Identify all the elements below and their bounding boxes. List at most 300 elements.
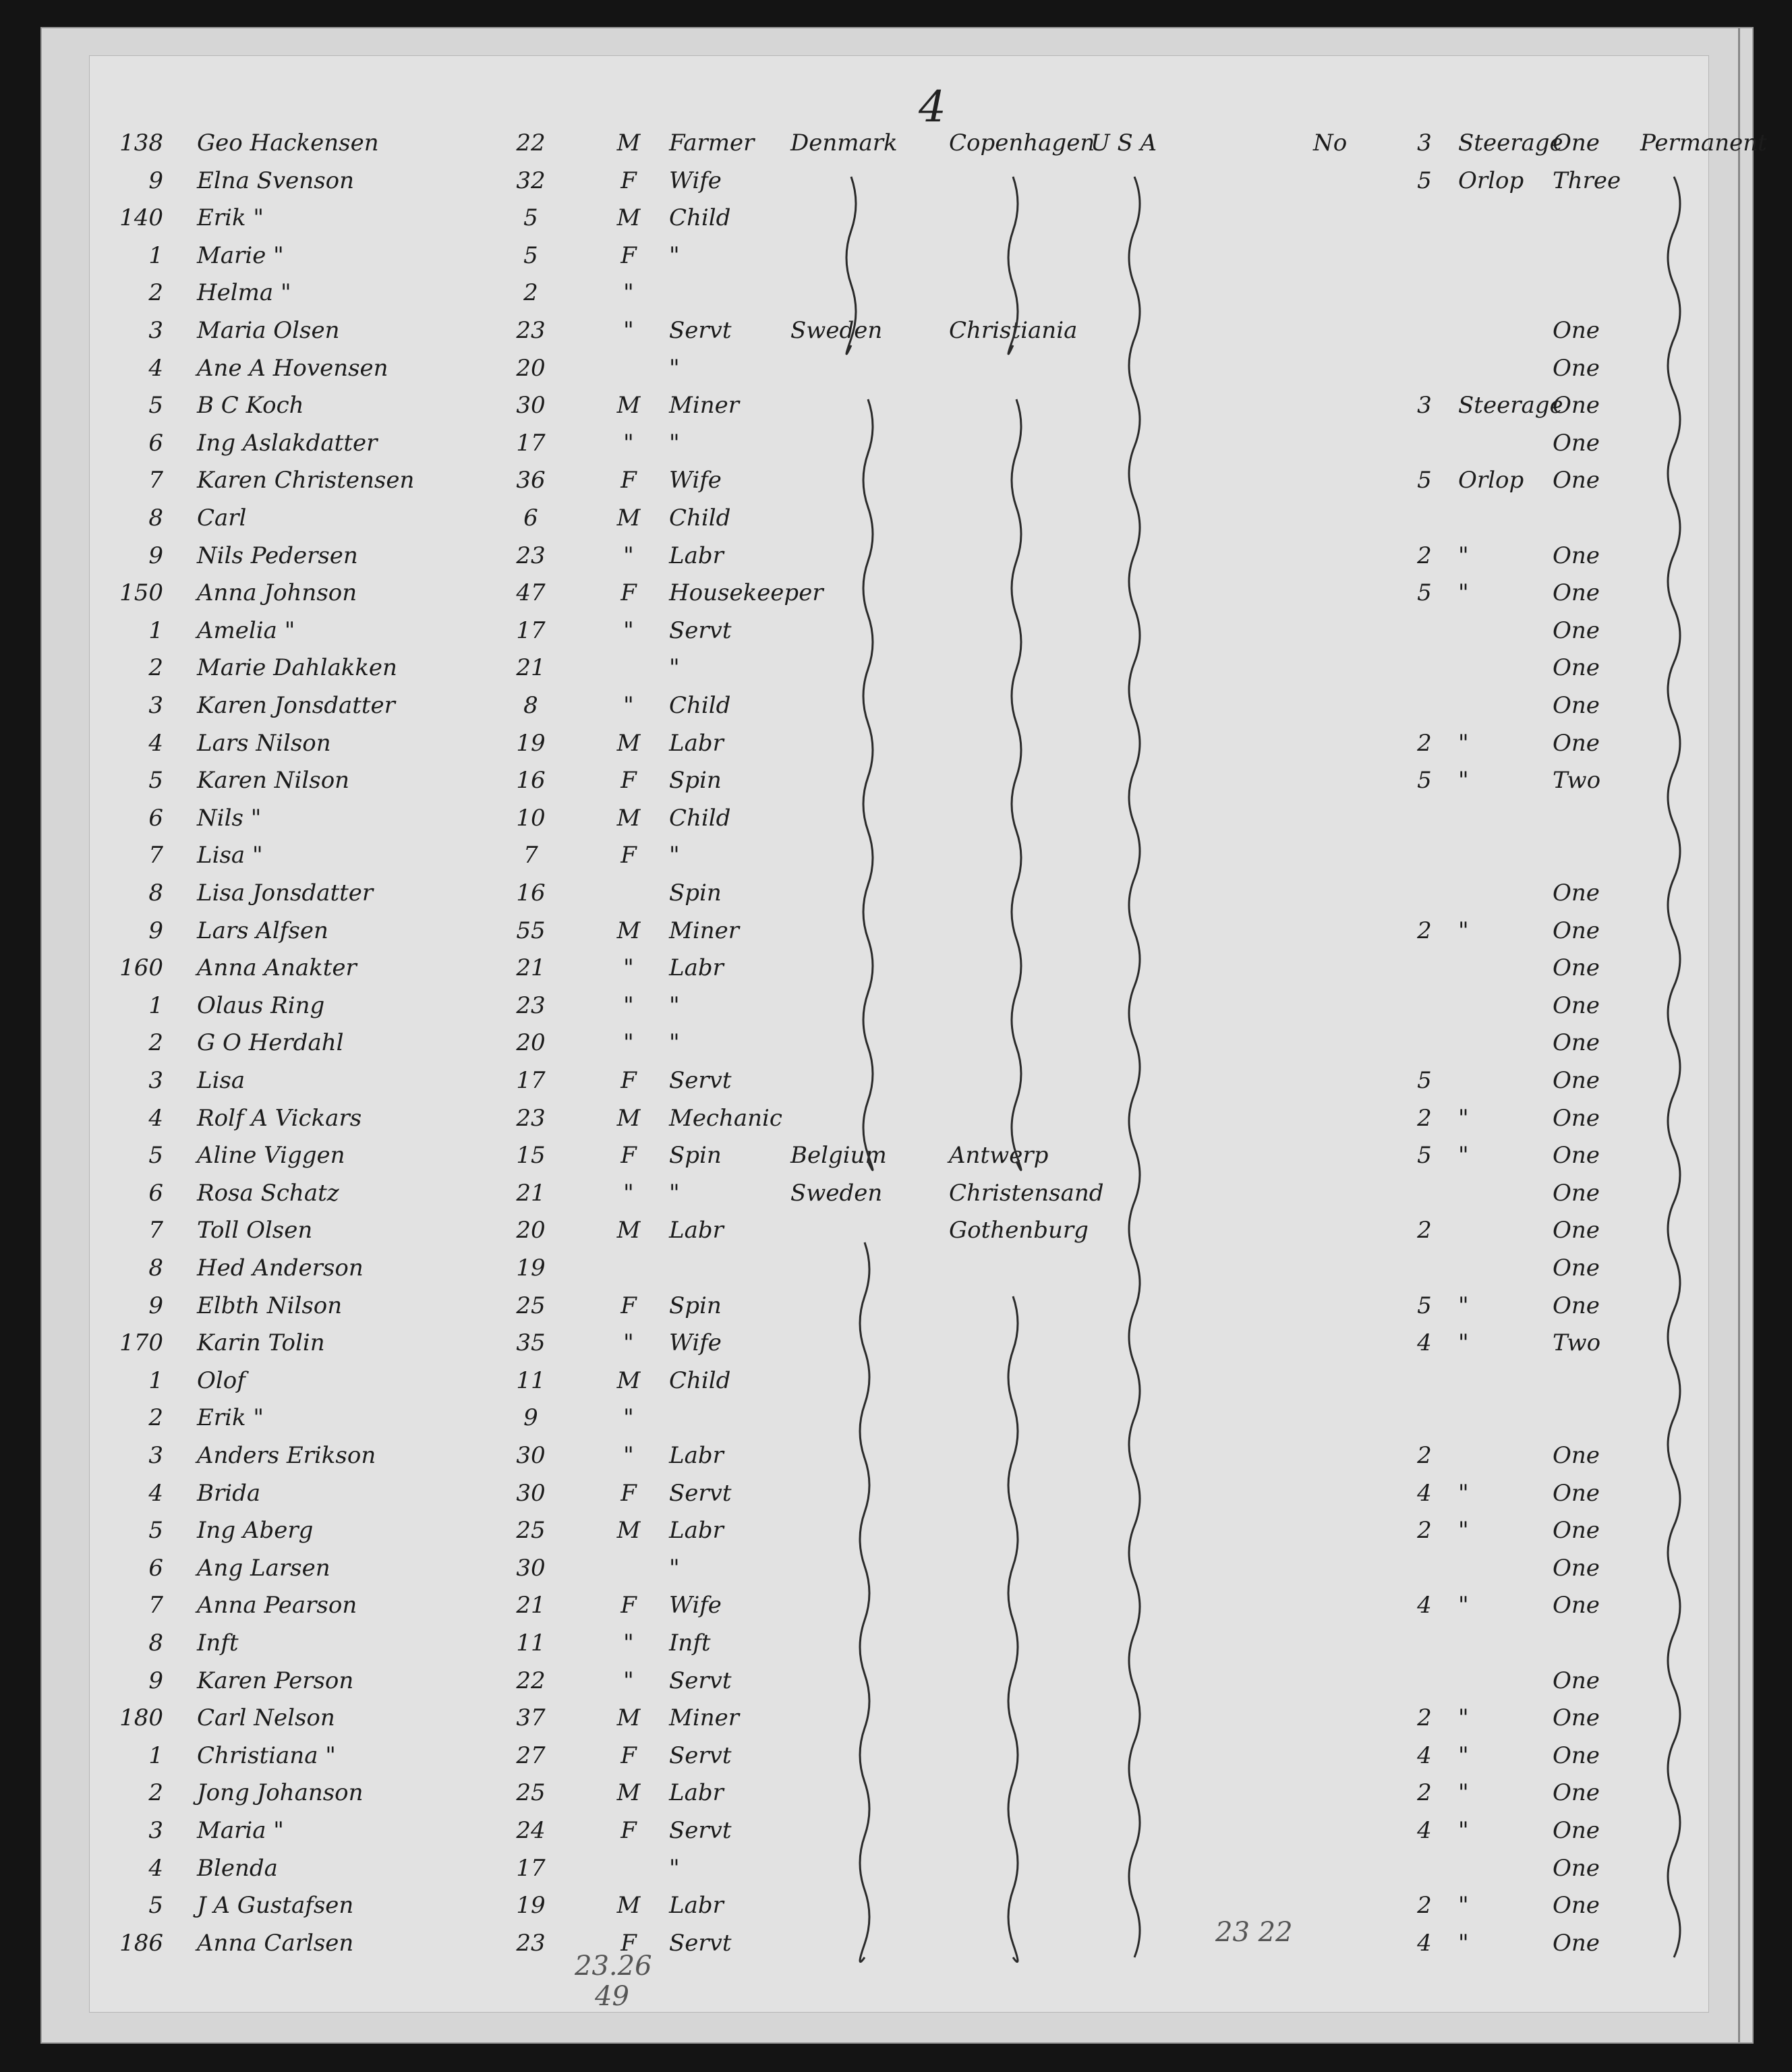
passenger-name: Geo Hackensen: [197, 130, 379, 156]
row-number: 8: [148, 1255, 163, 1282]
passenger-name: Anna Carlsen: [197, 1929, 354, 1957]
sex: ": [623, 429, 634, 457]
ditto-line-port: [1008, 1296, 1018, 1962]
sex: ": [623, 317, 634, 344]
compartment: ": [1458, 1104, 1469, 1132]
baggage-count: One: [1553, 917, 1600, 944]
passenger-name: Anders Erikson: [197, 1442, 376, 1469]
compartment: ": [1458, 1742, 1469, 1769]
class-number: 4: [1417, 1329, 1432, 1357]
row-number: 3: [148, 1817, 163, 1844]
row-number: 4: [148, 729, 163, 757]
row-number: 170: [119, 1329, 163, 1357]
passenger-name: Elna Svenson: [197, 167, 355, 194]
sex: ": [623, 1179, 634, 1207]
passenger-name: Karen Jonsdatter: [197, 692, 395, 719]
row-number: 1: [148, 241, 163, 269]
age: 20: [516, 1029, 546, 1057]
sex: F: [620, 1742, 637, 1769]
row-number: 160: [119, 954, 163, 982]
row-number: 6: [148, 804, 163, 832]
sex: M: [616, 204, 641, 232]
sex: F: [620, 1067, 637, 1094]
age: 17: [516, 1854, 546, 1882]
sex: F: [620, 241, 637, 269]
passenger-name: Brida: [197, 1479, 261, 1507]
baggage-count: One: [1553, 1817, 1600, 1844]
compartment: ": [1458, 1142, 1469, 1170]
country: Denmark: [790, 130, 898, 156]
passenger-name: Nils Pedersen: [197, 542, 358, 569]
age: 23: [516, 1929, 546, 1957]
compartment: ": [1458, 1704, 1469, 1732]
port-of-departure: Antwerp: [949, 1142, 1049, 1170]
passenger-name: Maria ": [197, 1817, 284, 1844]
compartment: ": [1458, 1479, 1469, 1507]
sex: M: [616, 1217, 641, 1244]
age: 2: [523, 279, 538, 307]
sex: ": [623, 1029, 634, 1057]
sex: M: [616, 1704, 641, 1732]
passenger-name: Karen Christensen: [197, 467, 415, 494]
row-number: 7: [148, 1592, 163, 1619]
occupation: Miner: [669, 1704, 739, 1732]
passenger-name: Ing Aslakdatter: [197, 429, 378, 457]
compartment: ": [1458, 767, 1469, 795]
baggage-count: One: [1553, 1892, 1600, 1920]
occupation: Servt: [669, 1929, 732, 1957]
row-number: 4: [148, 1479, 163, 1507]
sex: M: [616, 1779, 641, 1807]
occupation: ": [669, 429, 680, 457]
age: 24: [516, 1817, 546, 1844]
sex: ": [623, 954, 634, 982]
row-number: 5: [148, 767, 163, 795]
baggage-count: One: [1553, 1479, 1600, 1507]
passenger-name: Ing Aberg: [197, 1517, 314, 1545]
age: 36: [516, 467, 546, 494]
sex: ": [623, 1329, 634, 1357]
occupation: Wife: [669, 467, 722, 494]
age: 21: [516, 654, 546, 682]
age: 7: [523, 842, 538, 869]
row-number: 3: [148, 1442, 163, 1469]
passenger-name: Toll Olsen: [197, 1217, 313, 1244]
age: 16: [516, 767, 546, 795]
row-number: 2: [148, 654, 163, 682]
sex: F: [620, 167, 637, 194]
occupation: Wife: [669, 1592, 722, 1619]
baggage-count: Two: [1553, 1329, 1601, 1357]
age: 47: [516, 579, 546, 607]
sex: M: [616, 392, 641, 420]
occupation: Inft: [669, 1630, 711, 1657]
occupation: Miner: [669, 392, 739, 420]
age: 35: [516, 1329, 546, 1357]
baggage-count: One: [1553, 991, 1600, 1019]
class-number: 2: [1417, 1104, 1432, 1132]
age: 23: [516, 1104, 546, 1132]
passenger-name: Elbth Nilson: [197, 1292, 343, 1319]
row-number: 2: [148, 1404, 163, 1432]
sex: ": [623, 991, 634, 1019]
destination: U S A: [1091, 130, 1157, 156]
sex: ": [623, 542, 634, 569]
passenger-name: Lars Nilson: [197, 729, 331, 757]
row-number: 5: [148, 1142, 163, 1170]
class-number: 3: [1417, 130, 1432, 156]
occupation: Servt: [669, 1667, 732, 1694]
baggage-count: One: [1553, 542, 1600, 569]
sex: M: [616, 1366, 641, 1394]
ditto-line-port: [1012, 399, 1021, 1170]
compartment: ": [1458, 1929, 1469, 1957]
occupation: ": [669, 1179, 680, 1207]
ditto-line-country: [860, 1242, 869, 1962]
sex: M: [616, 505, 641, 531]
age: 23: [516, 317, 546, 344]
port-of-departure: Christiania: [949, 317, 1078, 344]
row-number: 9: [148, 1667, 163, 1694]
occupation: Child: [669, 505, 731, 531]
occupation: Servt: [669, 616, 732, 644]
class-number: 5: [1417, 1292, 1432, 1319]
baggage-count: One: [1553, 1217, 1600, 1244]
compartment: ": [1458, 1892, 1469, 1920]
baggage-count: One: [1553, 1029, 1600, 1057]
sex: F: [620, 1817, 637, 1844]
occupation: Servt: [669, 317, 732, 344]
compartment: ": [1458, 917, 1469, 944]
row-number: 5: [148, 392, 163, 420]
intent: Permanent: [1640, 130, 1767, 156]
passenger-name: B C Koch: [197, 392, 304, 420]
row-number: 150: [119, 579, 163, 607]
row-number: 6: [148, 1554, 163, 1582]
passenger-name: Carl: [197, 505, 247, 531]
age: 11: [516, 1630, 546, 1657]
passenger-name: Blenda: [197, 1854, 278, 1882]
sex: M: [616, 1517, 641, 1545]
sex: M: [616, 1892, 641, 1920]
class-number: 2: [1417, 542, 1432, 569]
row-number: 3: [148, 1067, 163, 1094]
sex: M: [616, 804, 641, 832]
occupation: Child: [669, 204, 731, 232]
baggage-count: One: [1553, 579, 1600, 607]
compartment: Orlop: [1458, 467, 1524, 494]
row-number: 2: [148, 1029, 163, 1057]
age: 5: [523, 204, 538, 232]
row-number: 7: [148, 1217, 163, 1244]
baggage-count: One: [1553, 1142, 1600, 1170]
occupation: Mechanic: [669, 1104, 782, 1132]
class-number: 5: [1417, 467, 1432, 494]
occupation: Labr: [669, 1892, 724, 1920]
row-number: 3: [148, 692, 163, 719]
age: 8: [523, 692, 538, 719]
ledger-page: [40, 27, 1767, 2044]
age: 20: [516, 354, 546, 382]
occupation: Labr: [669, 729, 724, 757]
age: 30: [516, 1442, 546, 1469]
age: 32: [516, 167, 546, 194]
age: 20: [516, 1217, 546, 1244]
passenger-name: Karin Tolin: [197, 1329, 325, 1357]
compartment: Steerage: [1458, 392, 1563, 420]
baggage-count: One: [1553, 429, 1600, 457]
age: 25: [516, 1779, 546, 1807]
baggage-count: One: [1553, 692, 1600, 719]
tally-note-2: 49: [595, 1981, 629, 2012]
occupation: Labr: [669, 1779, 724, 1807]
compartment: ": [1458, 579, 1469, 607]
compartment: ": [1458, 1329, 1469, 1357]
baggage-count: One: [1553, 1779, 1600, 1807]
baggage-count: One: [1553, 1442, 1600, 1469]
sex: M: [616, 1104, 641, 1132]
passenger-name: G O Herdahl: [197, 1029, 344, 1057]
passenger-name: Erik ": [197, 1404, 264, 1432]
baggage-count: One: [1553, 392, 1600, 420]
age: 21: [516, 1592, 546, 1619]
compartment: ": [1458, 1817, 1469, 1844]
passenger-name: Jong Johanson: [197, 1779, 364, 1807]
occupation: Child: [669, 1366, 731, 1394]
passenger-name: Lars Alfsen: [197, 917, 328, 944]
class-number: 5: [1417, 767, 1432, 795]
passenger-name: Olof: [197, 1366, 245, 1394]
row-number: 9: [148, 917, 163, 944]
passenger-name: Hed Anderson: [197, 1255, 364, 1282]
baggage-count: One: [1553, 1592, 1600, 1619]
class-number: 4: [1417, 1817, 1432, 1844]
baggage-count: Three: [1553, 167, 1621, 194]
country: Sweden: [790, 1179, 883, 1207]
compartment: ": [1458, 1592, 1469, 1619]
occupation: Servt: [669, 1067, 732, 1094]
occupation: Labr: [669, 542, 724, 569]
passenger-name: Carl Nelson: [197, 1704, 335, 1732]
sex: M: [616, 729, 641, 757]
sex: F: [620, 842, 637, 869]
compartment: ": [1458, 1779, 1469, 1807]
ditto-line-country: [846, 177, 856, 354]
row-number: 9: [148, 542, 163, 569]
age: 6: [523, 505, 538, 531]
occupation: ": [669, 1029, 680, 1057]
age: 19: [516, 1255, 546, 1282]
ditto-line-country: [863, 399, 873, 1170]
compartment: ": [1458, 729, 1469, 757]
occupation: Labr: [669, 954, 724, 982]
age: 30: [516, 392, 546, 420]
row-number: 138: [119, 130, 163, 156]
baggage-count: One: [1553, 467, 1600, 494]
port-of-departure: Gothenburg: [949, 1217, 1089, 1244]
occupation: Wife: [669, 167, 722, 194]
class-number: 5: [1417, 1142, 1432, 1170]
occupation: ": [669, 654, 680, 682]
row-number: 8: [148, 880, 163, 906]
age: 30: [516, 1554, 546, 1582]
class-number: 3: [1417, 392, 1432, 420]
age: 37: [516, 1704, 546, 1732]
occupation: Servt: [669, 1817, 732, 1844]
tally-note-3: 23 22: [1215, 1917, 1293, 1948]
baggage-count: One: [1553, 1929, 1600, 1957]
class-number: 2: [1417, 1442, 1432, 1469]
baggage-count: One: [1553, 130, 1600, 156]
baggage-count: One: [1553, 654, 1600, 682]
compartment: Orlop: [1458, 167, 1524, 194]
baggage-count: One: [1553, 1854, 1600, 1882]
age: 22: [516, 130, 546, 156]
row-number: 9: [148, 167, 163, 194]
compartment: ": [1458, 1292, 1469, 1319]
occupation: ": [669, 1854, 680, 1882]
baggage-count: One: [1553, 954, 1600, 982]
passenger-name: Marie Dahlakken: [197, 654, 397, 682]
occupation: Labr: [669, 1217, 724, 1244]
class-number: 4: [1417, 1592, 1432, 1619]
sex: F: [620, 579, 637, 607]
country: Belgium: [790, 1142, 887, 1170]
sex: F: [620, 1592, 637, 1619]
compartment: ": [1458, 542, 1469, 569]
tally-note-1: 23.26: [575, 1951, 652, 1982]
row-number: 8: [148, 505, 163, 531]
passenger-name: Ang Larsen: [197, 1554, 330, 1582]
occupation: Servt: [669, 1479, 732, 1507]
ditto-line-port: [1008, 177, 1018, 354]
passenger-name: Anna Pearson: [197, 1592, 357, 1619]
class-number: 5: [1417, 167, 1432, 194]
sex: ": [623, 279, 634, 307]
baggage-count: One: [1553, 1742, 1600, 1769]
occupation: Wife: [669, 1329, 722, 1357]
sex: F: [620, 1479, 637, 1507]
baggage-count: One: [1553, 354, 1600, 382]
occupation: Labr: [669, 1442, 724, 1469]
baggage-count: One: [1553, 1704, 1600, 1732]
passenger-name: Anna Johnson: [197, 579, 357, 607]
baggage-count: One: [1553, 729, 1600, 757]
sex: ": [623, 616, 634, 644]
class-number: 2: [1417, 1892, 1432, 1920]
occupation: Child: [669, 804, 731, 832]
passenger-name: Rosa Schatz: [197, 1179, 339, 1207]
row-number: 2: [148, 1779, 163, 1807]
baggage-count: One: [1553, 1667, 1600, 1694]
passenger-name: Ane A Hovensen: [197, 354, 388, 382]
occupation: Spin: [669, 1142, 722, 1170]
passenger-name: Karen Nilson: [197, 767, 350, 795]
class-number: 4: [1417, 1479, 1432, 1507]
class-number: 2: [1417, 729, 1432, 757]
occupation: Child: [669, 692, 731, 719]
class-number: 5: [1417, 1067, 1432, 1094]
passenger-name: Erik ": [197, 204, 264, 232]
passenger-name: J A Gustafsen: [197, 1892, 354, 1920]
occupation: Servt: [669, 1742, 732, 1769]
sex: F: [620, 467, 637, 494]
age: 21: [516, 1179, 546, 1207]
row-number: 8: [148, 1630, 163, 1657]
row-number: 1: [148, 1366, 163, 1394]
ditto-lines: [42, 28, 1755, 2045]
occupation: Labr: [669, 1517, 724, 1545]
age: 15: [516, 1142, 546, 1170]
baggage-count: One: [1553, 1292, 1600, 1319]
age: 19: [516, 1892, 546, 1920]
age: 9: [523, 1404, 538, 1432]
row-number: 6: [148, 429, 163, 457]
occupation: ": [669, 354, 680, 382]
sex: ": [623, 1630, 634, 1657]
sex: M: [616, 130, 641, 156]
row-number: 140: [119, 204, 163, 232]
row-number: 9: [148, 1292, 163, 1319]
occupation: Housekeeper: [669, 579, 823, 607]
compartment: Steerage: [1458, 130, 1563, 156]
passenger-name: Rolf A Vickars: [197, 1104, 362, 1132]
age: 23: [516, 542, 546, 569]
age: 11: [516, 1366, 546, 1394]
age: 23: [516, 991, 546, 1019]
passenger-name: Anna Anakter: [197, 954, 357, 982]
occupation: Spin: [669, 880, 722, 906]
sex: ": [623, 692, 634, 719]
row-number: 4: [148, 354, 163, 382]
sex: ": [623, 1404, 634, 1432]
row-number: 7: [148, 842, 163, 869]
age: 21: [516, 954, 546, 982]
ditto-line-intent: [1668, 177, 1680, 1957]
age: 25: [516, 1517, 546, 1545]
class-number: 2: [1417, 1779, 1432, 1807]
row-number: 5: [148, 1892, 163, 1920]
baggage-count: One: [1553, 1554, 1600, 1582]
class-number: 2: [1417, 1217, 1432, 1244]
baggage-count: One: [1553, 1255, 1600, 1282]
age: 25: [516, 1292, 546, 1319]
class-number: 2: [1417, 1517, 1432, 1545]
class-number: 4: [1417, 1742, 1432, 1769]
age: 5: [523, 241, 538, 269]
row-number: 4: [148, 1104, 163, 1132]
baggage-count: One: [1553, 317, 1600, 344]
row-number: 5: [148, 1517, 163, 1545]
occupation: ": [669, 842, 680, 869]
row-number: 3: [148, 317, 163, 344]
passenger-name: Marie ": [197, 241, 284, 269]
age: 55: [516, 917, 546, 944]
class-number: 5: [1417, 579, 1432, 607]
passenger-name: Amelia ": [197, 616, 295, 644]
passenger-name: Olaus Ring: [197, 991, 325, 1019]
sex: F: [620, 1292, 637, 1319]
age: 30: [516, 1479, 546, 1507]
row-number: 2: [148, 279, 163, 307]
port-of-departure: Copenhagen: [949, 130, 1095, 156]
sex: ": [623, 1442, 634, 1469]
sex: F: [620, 767, 637, 795]
class-number: 2: [1417, 917, 1432, 944]
ticket-mark: No: [1313, 130, 1348, 156]
baggage-count: One: [1553, 616, 1600, 644]
passenger-name: Lisa: [197, 1067, 245, 1094]
